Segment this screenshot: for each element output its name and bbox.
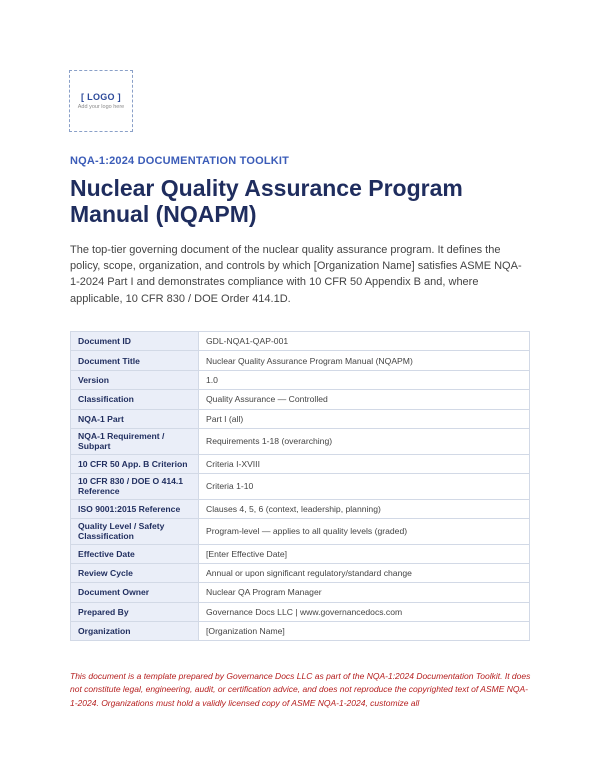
- metadata-row: [71, 622, 530, 641]
- metadata-label: Effective Date: [71, 544, 199, 563]
- metadata-value: Criteria 1-10: [199, 473, 530, 499]
- metadata-row: [71, 563, 530, 582]
- metadata-value: GDL-NQA1-QAP-001: [199, 332, 530, 351]
- metadata-value: Quality Assurance — Controlled: [199, 390, 530, 409]
- metadata-row: [71, 473, 530, 499]
- metadata-value: Governance Docs LLC | www.governancedocs.com: [199, 602, 530, 621]
- logo-subtitle: Add your logo here: [77, 104, 125, 110]
- metadata-label: Document Owner: [71, 583, 199, 602]
- metadata-label: Quality Level / Safety Classification: [71, 518, 199, 544]
- metadata-value: Clauses 4, 5, 6 (context, leadership, planning): [199, 499, 530, 518]
- logo-title: [ LOGO ]: [81, 92, 121, 102]
- metadata-label: Review Cycle: [71, 563, 199, 582]
- metadata-label: ISO 9001:2015 Reference: [71, 499, 199, 518]
- metadata-value: Nuclear QA Program Manager: [199, 583, 530, 602]
- metadata-row: [71, 499, 530, 518]
- metadata-value: Nuclear Quality Assurance Program Manual (NQAPM): [199, 351, 530, 370]
- metadata-value: [Organization Name]: [199, 622, 530, 641]
- metadata-value: [Enter Effective Date]: [199, 544, 530, 563]
- metadata-label: Document ID: [71, 332, 199, 351]
- metadata-label: Version: [71, 370, 199, 389]
- metadata-row: [71, 390, 530, 409]
- metadata-row: [71, 409, 530, 428]
- metadata-row: [71, 454, 530, 473]
- metadata-label: Organization: [71, 622, 199, 641]
- metadata-label: Prepared By: [71, 602, 199, 621]
- metadata-value: Program-level — applies to all quality levels (graded): [199, 518, 530, 544]
- metadata-row: [71, 370, 530, 389]
- metadata-label: Classification: [71, 390, 199, 409]
- metadata-label: 10 CFR 830 / DOE O 414.1 Reference: [71, 473, 199, 499]
- metadata-row: [71, 428, 530, 454]
- metadata-row: [71, 351, 530, 370]
- document-metadata-table: [70, 331, 530, 641]
- metadata-value: Part I (all): [199, 409, 530, 428]
- metadata-label: NQA-1 Part: [71, 409, 199, 428]
- intro-paragraph: The top-tier governing document of the nuclear quality assurance program. It defines the policy, scope, organization, and controls by which [Organization Name] satisfies ASME NQA-1-2024 Part I and demonstrates compliance with 10 CFR 50 Appendix B and, where applicable, 10 CFR 830 / DOE Order 414.1D.: [70, 244, 522, 305]
- metadata-row: [71, 544, 530, 563]
- page-title: Nuclear Quality Assurance Program Manual (NQAPM): [70, 175, 463, 227]
- metadata-label: 10 CFR 50 App. B Criterion: [71, 454, 199, 473]
- metadata-row: [71, 583, 530, 602]
- logo-placeholder: [69, 70, 133, 132]
- metadata-value: 1.0: [199, 370, 530, 389]
- metadata-value: Annual or upon significant regulatory/standard change: [199, 563, 530, 582]
- metadata-row: [71, 602, 530, 621]
- toolkit-eyebrow: NQA-1:2024 DOCUMENTATION TOOLKIT: [70, 155, 290, 167]
- disclaimer-text: This document is a template prepared by Governance Docs LLC as part of the NQA-1:2024 Documentation Toolkit. It does not constitute legal, engineering, audit, or certification advice, and does not reproduce the copyrighted text of ASME NQA-1-2024. Organizations must hold a validly licensed copy of ASME NQA-1-2024, customize all: [70, 671, 531, 708]
- metadata-row: [71, 518, 530, 544]
- metadata-label: NQA-1 Requirement / Subpart: [71, 428, 199, 454]
- metadata-row: [71, 332, 530, 351]
- metadata-value: Requirements 1-18 (overarching): [199, 428, 530, 454]
- metadata-value: Criteria I-XVIII: [199, 454, 530, 473]
- metadata-label: Document Title: [71, 351, 199, 370]
